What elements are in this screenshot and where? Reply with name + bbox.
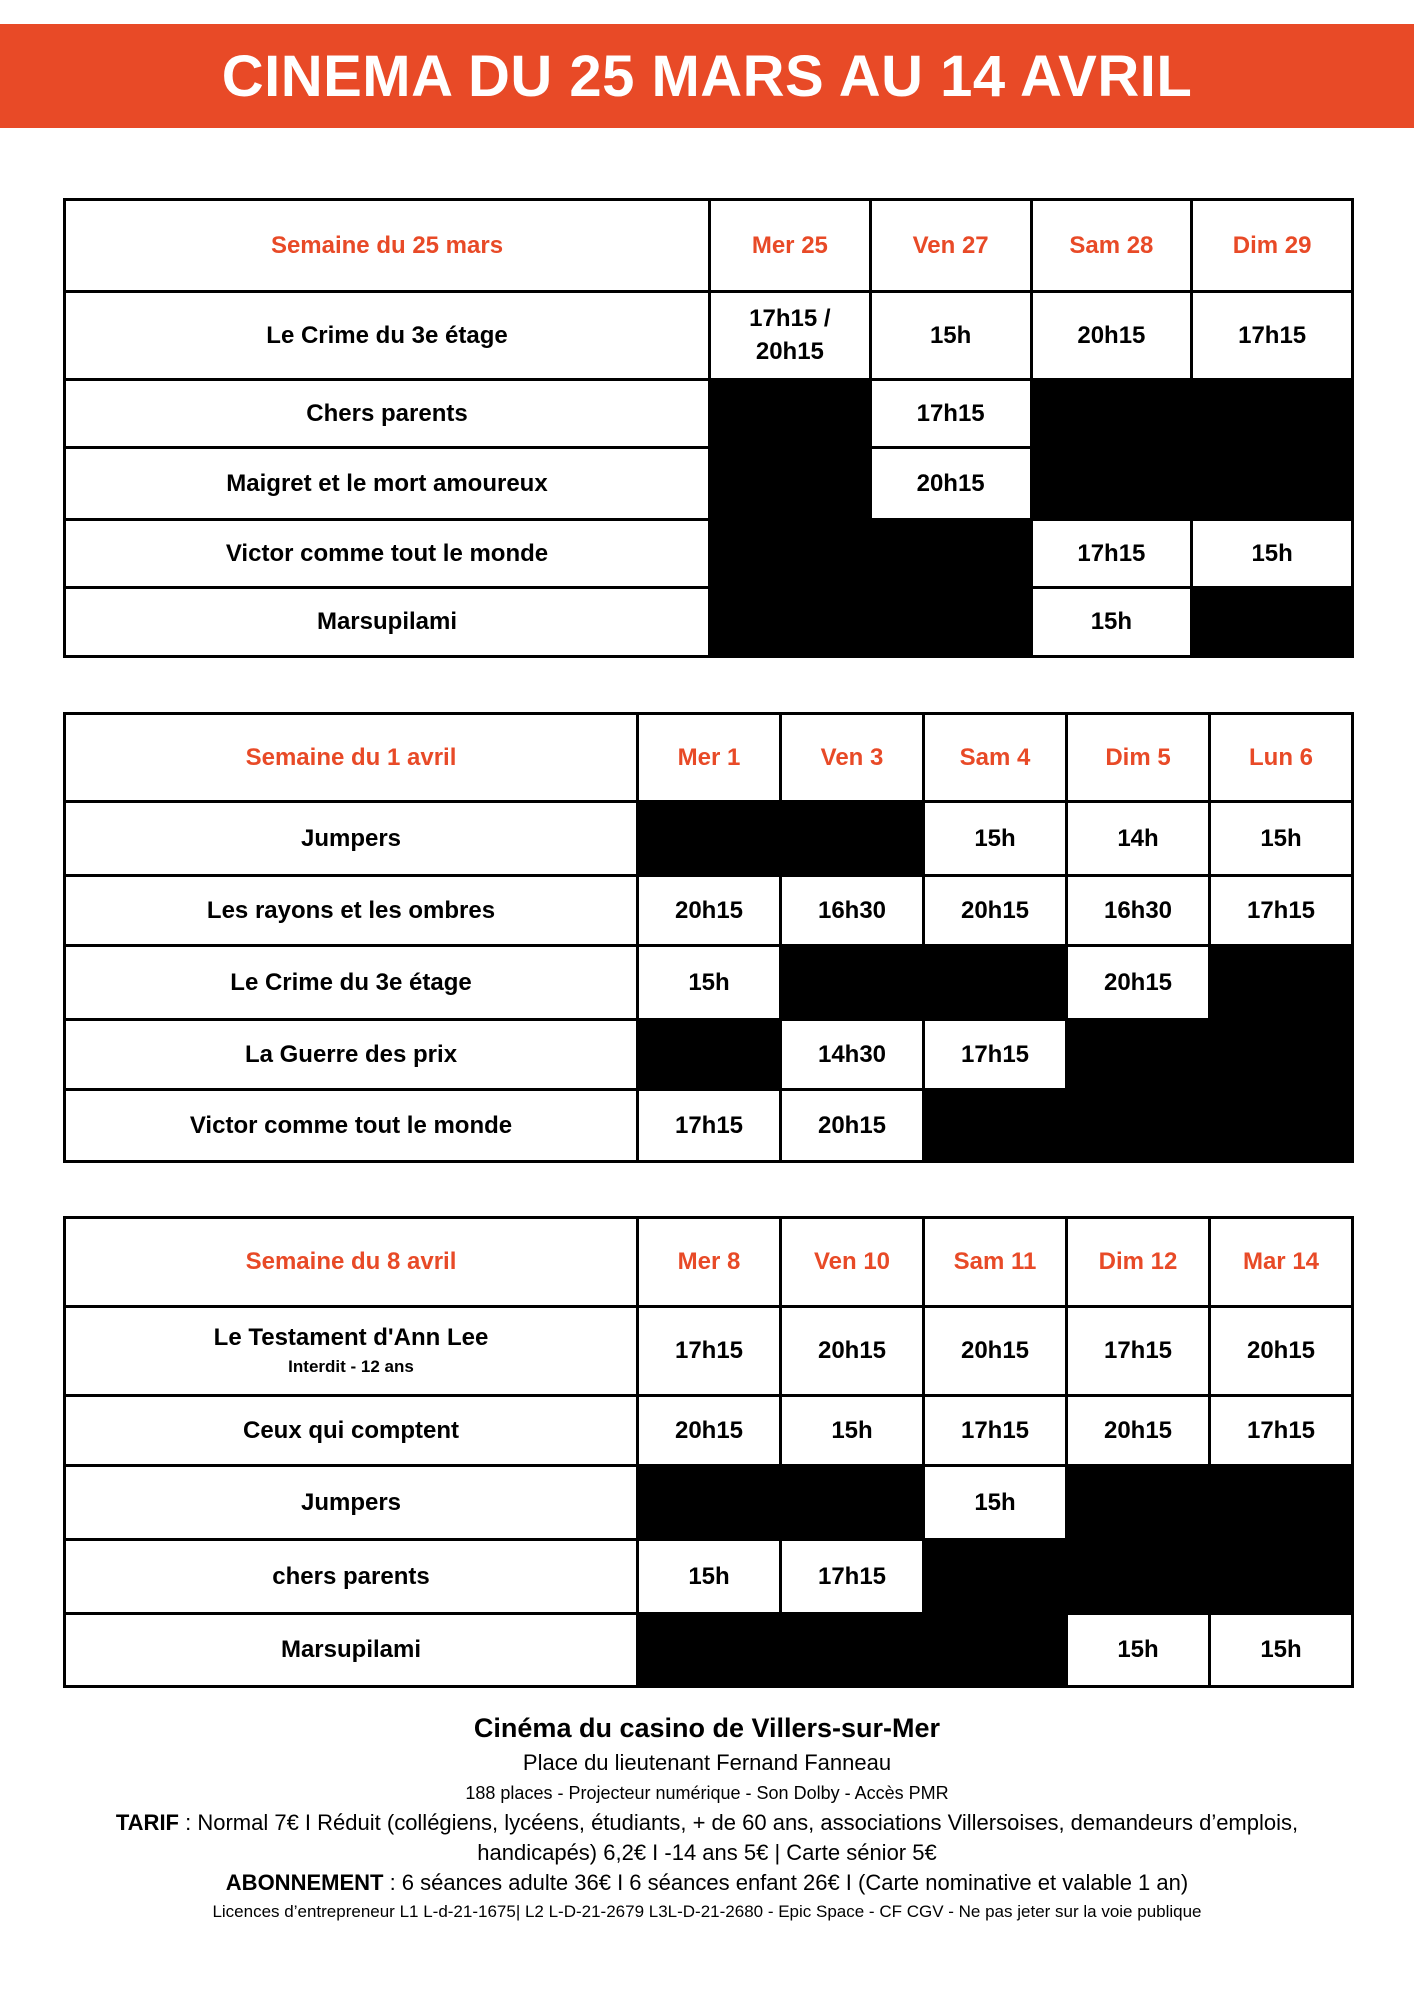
showtime-cell: 20h15 [1067,946,1210,1020]
no-screening-cell [1210,1540,1353,1614]
no-screening-cell [1067,1540,1210,1614]
showtime-cell: 20h15 [924,876,1067,946]
day-header: Dim 29 [1192,200,1353,292]
film-title: Le Crime du 3e étage [266,321,508,349]
showtime-cell: 20h15 [638,1396,781,1466]
showtime-cell: 15h [870,292,1031,380]
film-row [65,520,1353,588]
no-screening-cell [1210,1466,1353,1540]
showtime-cell: 20h15 [924,1307,1067,1396]
showtime-cell: 15h [1067,1614,1210,1687]
showtime-cell: 20h15 [638,876,781,946]
film-age-rating: Interdit - 12 ans [288,1356,414,1376]
cinema-info-footer [0,1712,1414,1923]
showtime-cell: 15h [638,946,781,1020]
no-screening-cell [638,1466,781,1540]
no-screening-cell [870,520,1031,588]
showtime-cell: 15h [1210,802,1353,876]
showtime-cell: 17h15 [781,1540,924,1614]
film-title-cell [65,946,638,1020]
week-title: Semaine du 1 avril [65,714,638,802]
film-title: Le Crime du 3e étage [230,968,472,996]
day-header: Mer 1 [638,714,781,802]
week-header-row [65,714,1353,802]
film-title-cell [65,588,710,657]
film-title-cell [65,802,638,876]
film-row [65,876,1353,946]
day-header: Dim 12 [1067,1218,1210,1307]
no-screening-cell [1067,1020,1210,1090]
day-header: Sam 11 [924,1218,1067,1307]
no-screening-cell [1031,448,1192,520]
cinema-name: Cinéma du casino de Villers-sur-Mer [473,1713,941,1743]
film-title-cell [65,380,710,448]
no-screening-cell [1067,1090,1210,1162]
film-title-cell [65,1396,638,1466]
no-screening-cell [781,1614,924,1687]
film-title: Jumpers [300,824,402,852]
schedule-table-week-3 [63,1216,1354,1688]
showtime-cell: 17h15 [924,1020,1067,1090]
abonnement-text: : 6 séances adulte 36€ I 6 séances enfant 26€ I (Carte nominative et valable 1 an) [383,1869,1189,1895]
film-row [65,1396,1353,1466]
film-row [65,1020,1353,1090]
tarif-text: : Normal 7€ I Réduit (collégiens, lycéens, étudiants, + de 60 ans, associations Villersoises, demandeurs d’emplois, [179,1810,1299,1836]
film-title: Ceux qui comptent [242,1416,459,1444]
showtime-cell: 17h15 [1210,1396,1353,1466]
film-row [65,1614,1353,1687]
day-header: Mer 8 [638,1218,781,1307]
showtime-cell: 20h15 [781,1307,924,1396]
no-screening-cell [1067,1466,1210,1540]
film-title: Victor comme tout le monde [225,539,549,567]
no-screening-cell [1210,1020,1353,1090]
film-row [65,448,1353,520]
film-row [65,1466,1353,1540]
no-screening-cell [1192,588,1353,657]
showtime-cell: 17h15 / 20h15 [710,292,871,380]
film-title-cell [65,448,710,520]
abonnement-info [0,1870,1414,1896]
showtime-cell: 20h15 [1031,292,1192,380]
schedule-table-week-1 [63,198,1354,658]
no-screening-cell [710,380,871,448]
no-screening-cell [710,448,871,520]
no-screening-cell [781,946,924,1020]
film-title-cell [65,876,638,946]
showtime-cell: 15h [1192,520,1353,588]
film-title-cell [65,1466,638,1540]
showtime-cell: 15h [1031,588,1192,657]
showtime-cell: 14h [1067,802,1210,876]
film-row [65,1090,1353,1162]
showtime-cell: 16h30 [781,876,924,946]
showtime-cell: 17h15 [1067,1307,1210,1396]
no-screening-cell [1192,448,1353,520]
showtime-cell: 15h [924,1466,1067,1540]
film-row [65,588,1353,657]
no-screening-cell [638,1020,781,1090]
showtime-cell: 17h15 [638,1090,781,1162]
tarif-info [0,1808,1414,1867]
film-title: chers parents [272,1562,430,1590]
no-screening-cell [924,1540,1067,1614]
film-row [65,1307,1353,1396]
showtime-cell: 15h [1210,1614,1353,1687]
no-screening-cell [1210,946,1353,1020]
no-screening-cell [870,588,1031,657]
film-title: Marsupilami [280,1636,422,1663]
week-header-row [65,200,1353,292]
tarif-label: TARIF [115,1810,179,1836]
no-screening-cell [1031,380,1192,448]
cinema-features: 188 places - Projecteur numérique - Son Dolby - Accès PMR [465,1782,949,1803]
title-banner [0,24,1414,128]
cinema-address: Place du lieutenant Fernand Fanneau [522,1750,892,1776]
showtime-cell: 17h15 [1192,292,1353,380]
film-title: Maigret et le mort amoureux [226,469,548,497]
film-row [65,946,1353,1020]
no-screening-cell [1192,380,1353,448]
no-screening-cell [638,802,781,876]
no-screening-cell [1210,1090,1353,1162]
day-header: Mer 25 [710,200,871,292]
film-title-cell [65,292,710,380]
page-title: CINEMA DU 25 MARS AU 14 AVRIL [221,43,1193,109]
day-header: Ven 27 [870,200,1031,292]
film-row [65,380,1353,448]
no-screening-cell [781,802,924,876]
no-screening-cell [924,1090,1067,1162]
film-title-cell [65,1307,638,1396]
no-screening-cell [781,1466,924,1540]
day-header: Ven 3 [781,714,924,802]
no-screening-cell [924,1614,1067,1687]
film-title-cell [65,1090,638,1162]
day-header: Dim 5 [1067,714,1210,802]
day-header: Ven 10 [781,1218,924,1307]
showtime-cell: 20h15 [1210,1307,1353,1396]
showtime-cell: 17h15 [1210,876,1353,946]
showtime-cell: 17h15 [924,1396,1067,1466]
day-header: Sam 28 [1031,200,1192,292]
film-row [65,292,1353,380]
film-title: Chers parents [306,399,468,427]
showtime-cell: 15h [781,1396,924,1466]
film-title: La Guerre des prix [244,1040,458,1068]
film-row [65,1540,1353,1614]
showtime-cell: 20h15 [870,448,1031,520]
film-title-cell [65,1020,638,1090]
showtime-cell: 14h30 [781,1020,924,1090]
week-title: Semaine du 8 avril [65,1218,638,1307]
showtime-cell: 17h15 [870,380,1031,448]
film-title: Le Testament d'Ann Lee [213,1324,489,1352]
film-title-cell [65,520,710,588]
day-header: Lun 6 [1210,714,1353,802]
no-screening-cell [710,520,871,588]
week-title: Semaine du 25 mars [65,200,710,292]
week-header-row [65,1218,1353,1307]
film-title-cell [65,1540,638,1614]
no-screening-cell [638,1614,781,1687]
schedule-table-week-2 [63,712,1354,1163]
film-row [65,802,1353,876]
showtime-cell: 20h15 [781,1090,924,1162]
day-header: Sam 4 [924,714,1067,802]
showtime-cell: 17h15 [1031,520,1192,588]
tarif-text-2: handicapés) 6,2€ I -14 ans 5€ | Carte sénior 5€ [477,1840,937,1866]
showtime-cell: 20h15 [1067,1396,1210,1466]
abonnement-label: ABONNEMENT [225,1869,384,1895]
no-screening-cell [710,588,871,657]
day-header: Mar 14 [1210,1218,1353,1307]
film-title: Jumpers [300,1488,402,1516]
showtime-cell: 17h15 [638,1307,781,1396]
no-screening-cell [924,946,1067,1020]
showtime-cell: 15h [638,1540,781,1614]
film-title: Marsupilami [316,608,458,635]
licences-info: Licences d’entrepreneur L1 L-d-21-1675| L2 L-D-21-2679 L3L-D-21-2680 - Epic Space - CF CGV - Ne pas jeter sur la voie publique [212,1902,1202,1922]
film-title: Les rayons et les ombres [206,896,496,924]
film-title: Victor comme tout le monde [189,1111,513,1139]
showtime-cell: 16h30 [1067,876,1210,946]
film-title-cell [65,1614,638,1687]
showtime-cell: 15h [924,802,1067,876]
